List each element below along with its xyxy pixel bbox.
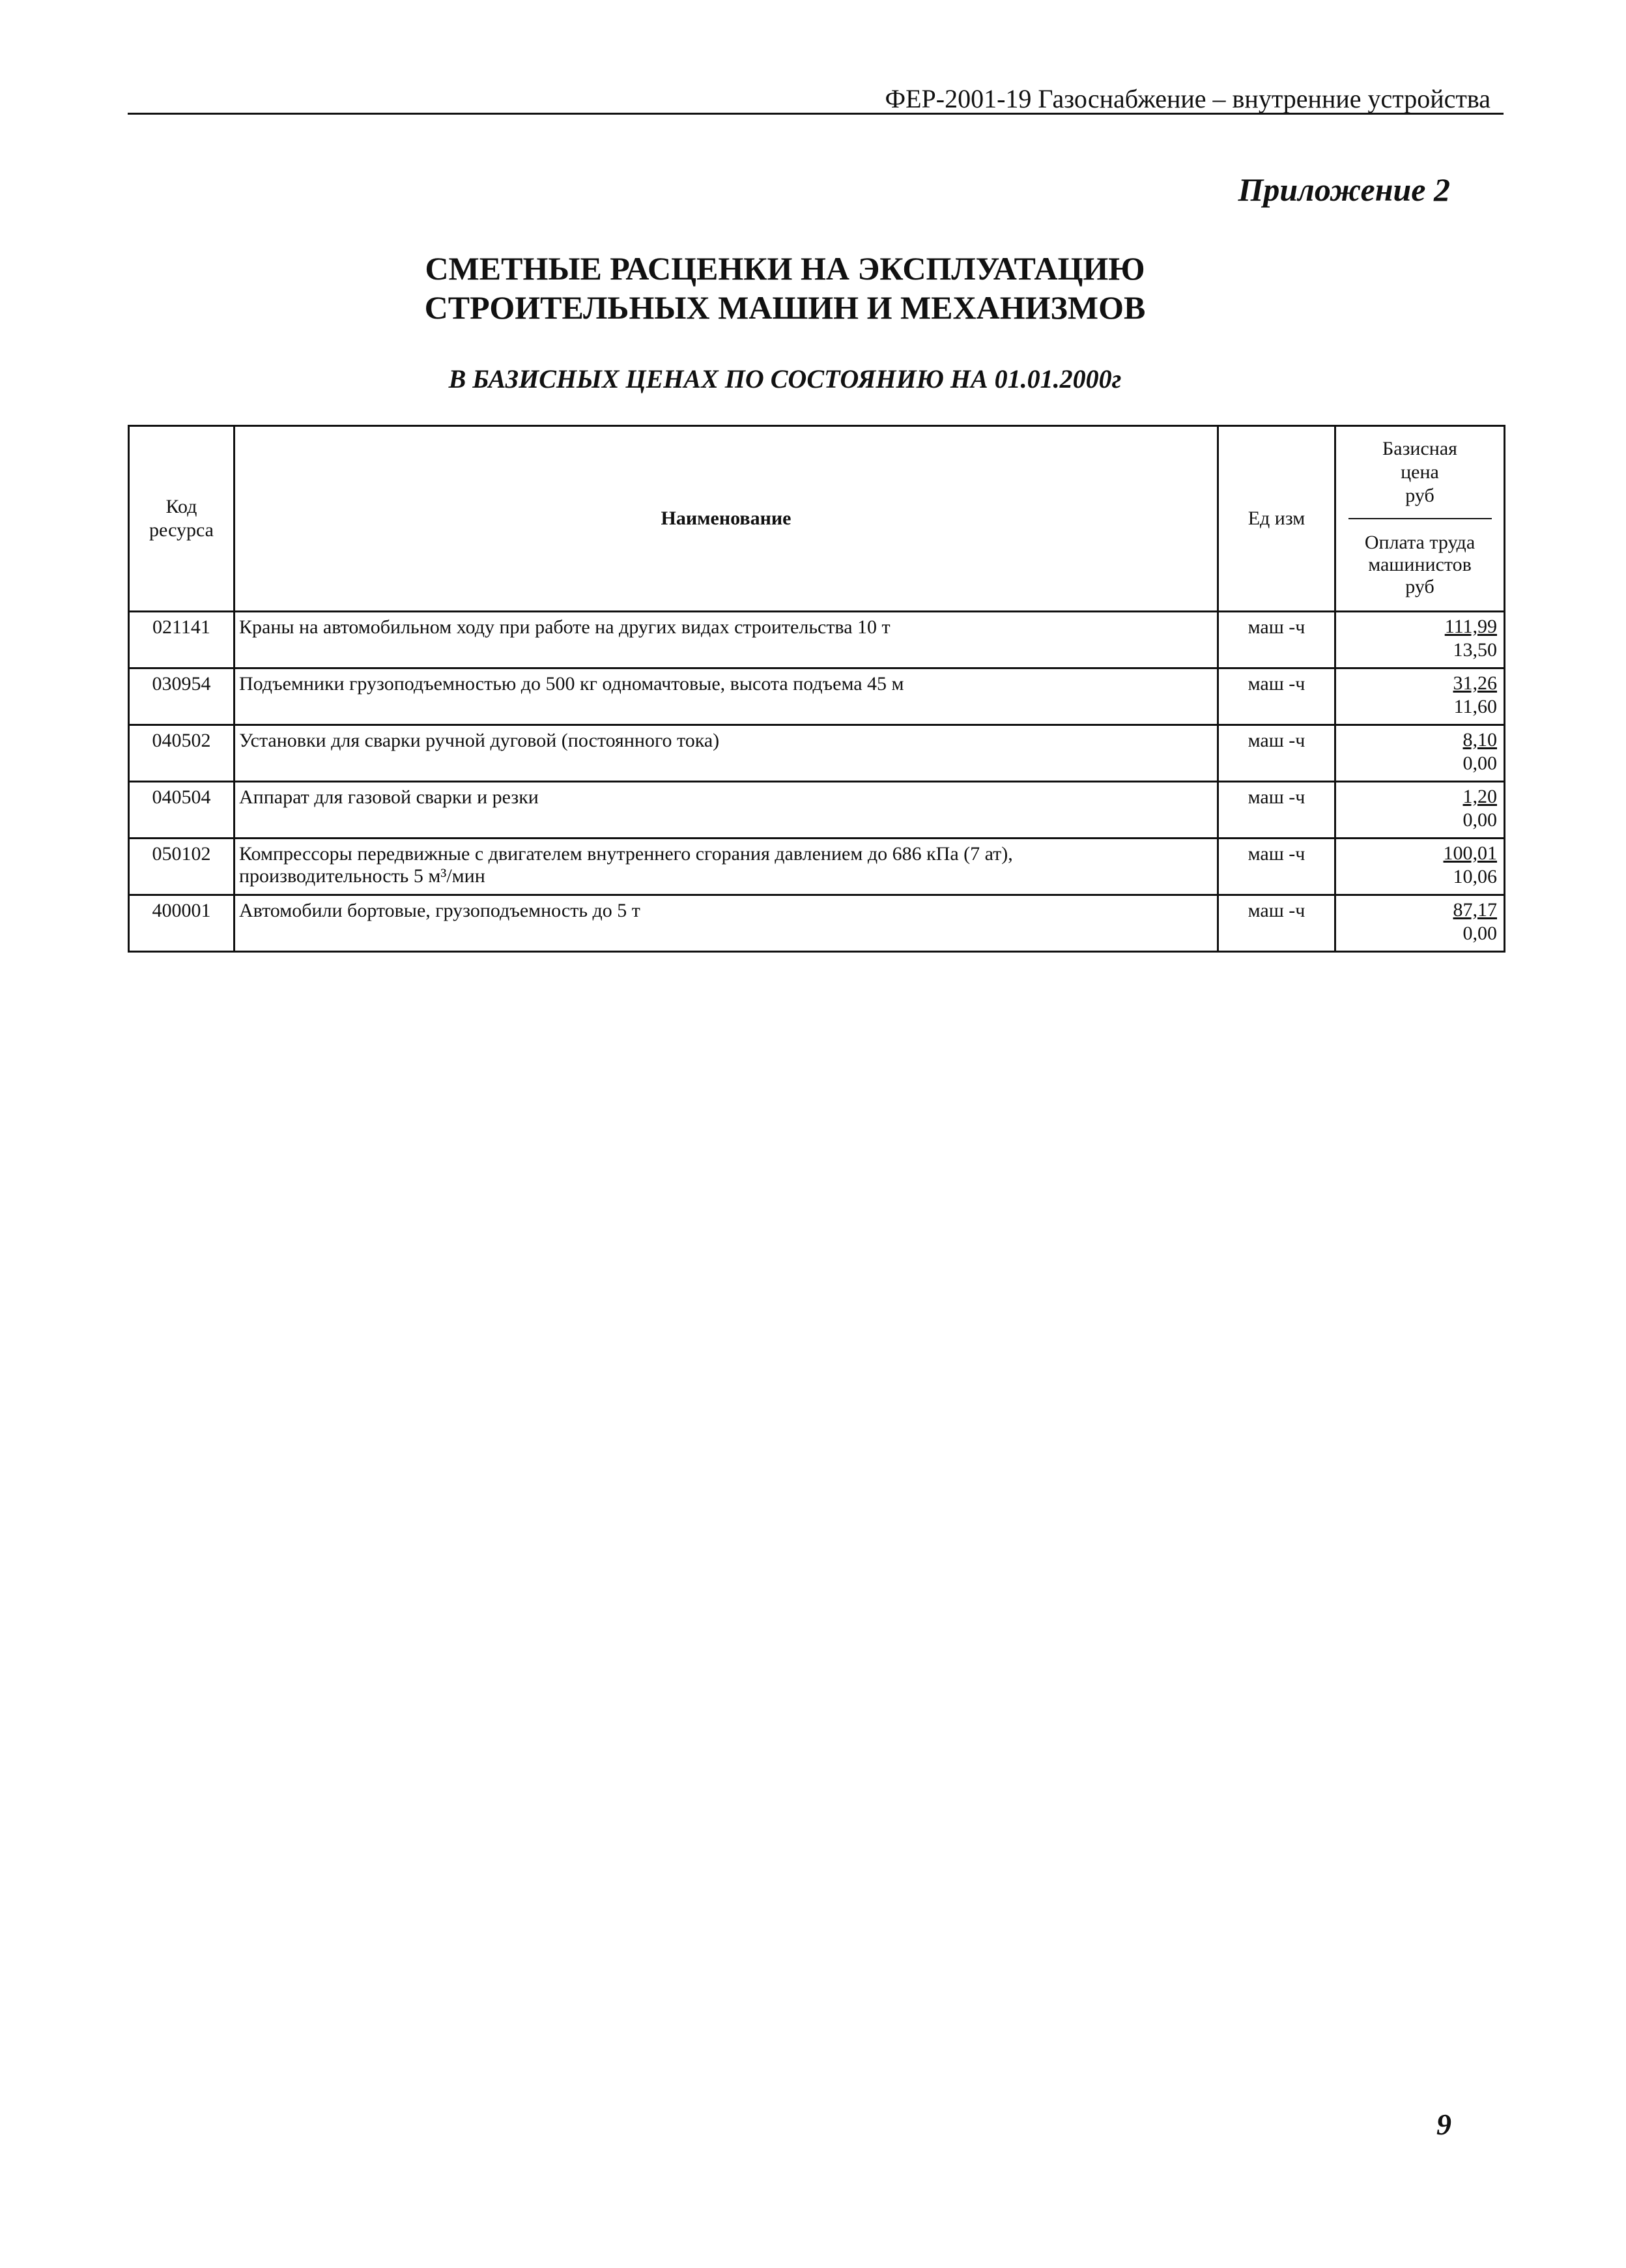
page-subtitle: В БАЗИСНЫХ ЦЕНАХ ПО СОСТОЯНИЮ НА 01.01.2000г [448, 364, 1122, 394]
table-row [129, 668, 1505, 725]
row-base-price: 87,17 [1453, 899, 1497, 921]
row-name [235, 782, 1218, 839]
running-header-title: ФЕР-2001-19 Газоснабжение – внутренние устройства [885, 84, 1490, 113]
row-price [1335, 839, 1505, 895]
rates-table [128, 425, 1505, 953]
row-code: 030954 [129, 668, 235, 725]
header-base-price [1336, 427, 1504, 518]
row-name [235, 895, 1218, 952]
row-operator-wage: 11,60 [1453, 696, 1497, 717]
row-price [1335, 782, 1505, 839]
row-operator-wage: 0,00 [1462, 923, 1497, 944]
row-code: 021141 [129, 612, 235, 668]
table-row [129, 782, 1505, 839]
page-title-line-2: СТРОИТЕЛЬНЫХ МАШИН И МЕХАНИЗМОВ [424, 289, 1146, 326]
row-name-line-1: Автомобили бортовые, грузоподъемность до 5 т [239, 900, 640, 921]
table-row [129, 612, 1505, 668]
header-code-line-2: ресурса [149, 519, 214, 541]
row-name [235, 839, 1218, 895]
header-operator-wage [1336, 519, 1504, 610]
row-base-price: 100,01 [1443, 842, 1497, 864]
row-unit: маш -ч [1218, 725, 1335, 782]
header-name: Наименование [235, 426, 1218, 612]
row-base-price: 8,10 [1462, 729, 1497, 751]
header-code-line-1: Код [165, 496, 197, 517]
row-code: 050102 [129, 839, 235, 895]
header-code [129, 426, 235, 612]
row-unit: маш -ч [1218, 668, 1335, 725]
row-name-line-1: Подъемники грузоподъемностью до 500 кг одномачтовые, высота подъема 45 м [239, 673, 904, 695]
row-code: 400001 [129, 895, 235, 952]
header-price [1335, 426, 1505, 612]
row-name [235, 725, 1218, 782]
row-base-price: 1,20 [1462, 786, 1497, 807]
row-unit: маш -ч [1218, 839, 1335, 895]
row-name [235, 668, 1218, 725]
running-header [128, 85, 1504, 115]
row-operator-wage: 0,00 [1462, 809, 1497, 831]
header-wage-line-2: машинистов [1368, 554, 1472, 575]
row-price [1335, 725, 1505, 782]
row-code: 040502 [129, 725, 235, 782]
table-row [129, 839, 1505, 895]
row-price [1335, 612, 1505, 668]
header-unit: Ед изм [1218, 426, 1335, 612]
row-name-line-1: Установки для сварки ручной дуговой (постоянного тока) [239, 730, 720, 751]
row-price [1335, 668, 1505, 725]
row-name-line-1: Краны на автомобильном ходу при работе на других видах строительства 10 т [239, 616, 891, 638]
row-name-line-1: Аппарат для газовой сварки и резки [239, 786, 539, 808]
row-operator-wage: 13,50 [1453, 639, 1497, 661]
row-code: 040504 [129, 782, 235, 839]
row-unit: маш -ч [1218, 782, 1335, 839]
row-operator-wage: 0,00 [1462, 753, 1497, 774]
row-name-line-2: производительность 5 м³/мин [239, 865, 485, 887]
page-number: 9 [1436, 2108, 1451, 2141]
row-name [235, 612, 1218, 668]
row-price [1335, 895, 1505, 952]
table-header-row [129, 426, 1505, 612]
row-name-line-1: Компрессоры передвижные с двигателем внутреннего сгорания давлением до 686 кПа (7 ат), [239, 843, 1013, 865]
table-row [129, 725, 1505, 782]
header-price-line-2: цена [1401, 461, 1439, 483]
header-wage-line-1: Оплата труда [1364, 532, 1476, 553]
page-title [261, 249, 1309, 327]
appendix-label: Приложение 2 [1238, 171, 1450, 208]
page-title-line-1: СМЕТНЫЕ РАСЦЕНКИ НА ЭКСПЛУАТАЦИЮ [425, 250, 1145, 287]
row-operator-wage: 10,06 [1453, 866, 1497, 887]
row-base-price: 31,26 [1453, 672, 1497, 694]
table-row [129, 895, 1505, 952]
header-wage-line-3: руб [1405, 576, 1434, 597]
row-unit: маш -ч [1218, 895, 1335, 952]
row-unit: маш -ч [1218, 612, 1335, 668]
header-price-line-1: Базисная [1382, 438, 1457, 459]
row-base-price: 111,99 [1444, 616, 1497, 637]
header-price-line-3: руб [1405, 485, 1434, 506]
